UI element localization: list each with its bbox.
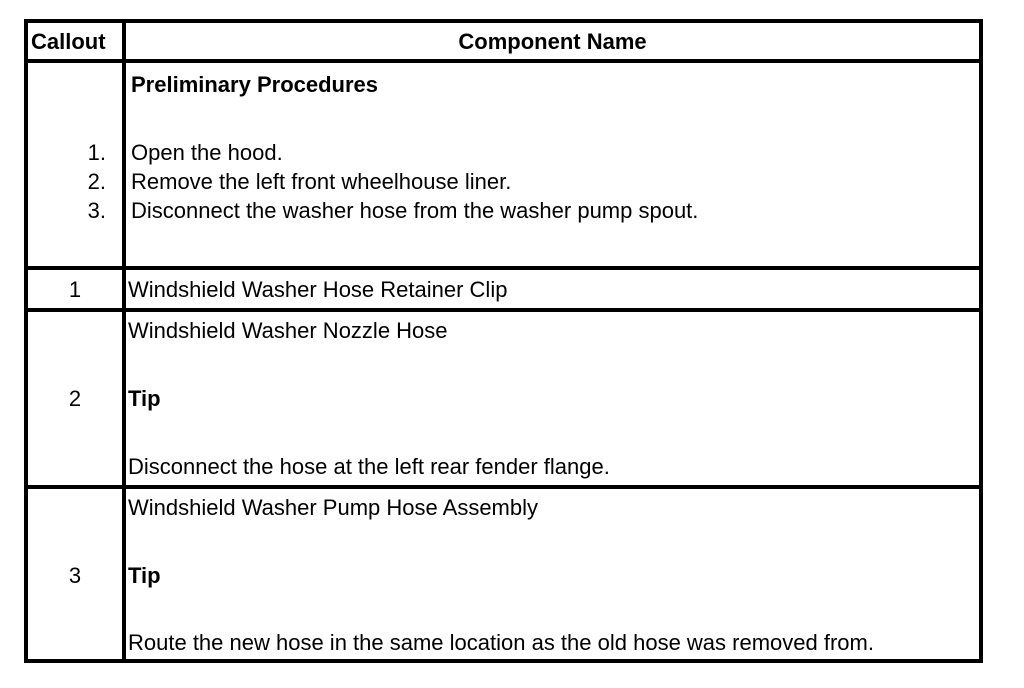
step-text: Open the hood. [131, 140, 283, 165]
header-divider [28, 59, 979, 63]
callout-number: 3 [68, 563, 82, 588]
tip-text: Disconnect the hose at the left rear fender flange. [128, 454, 610, 479]
preliminary-title: Preliminary Procedures [131, 72, 379, 97]
component-name: Windshield Washer Pump Hose Assembly [128, 495, 539, 520]
row-divider [28, 308, 979, 312]
callout-number: 2 [68, 386, 82, 411]
column-divider [122, 23, 126, 659]
row-divider [28, 485, 979, 489]
component-name: Windshield Washer Nozzle Hose [128, 318, 448, 343]
callout-header: Callout [31, 29, 106, 54]
step-number: 3. [87, 198, 106, 223]
step-text: Remove the left front wheelhouse liner. [131, 169, 512, 194]
component-name-header: Component Name [458, 29, 647, 54]
tip-label: Tip [128, 386, 161, 411]
tip-text: Route the new hose in the same location as the old hose was removed from. [128, 630, 874, 655]
step-number: 2. [87, 169, 106, 194]
step-number: 1. [87, 140, 106, 165]
component-name: Windshield Washer Hose Retainer Clip [128, 277, 508, 302]
component-table [24, 19, 983, 663]
tip-label: Tip [128, 563, 161, 588]
row-divider [28, 266, 979, 270]
step-text: Disconnect the washer hose from the washer pump spout. [131, 198, 699, 223]
callout-number: 1 [68, 277, 82, 302]
